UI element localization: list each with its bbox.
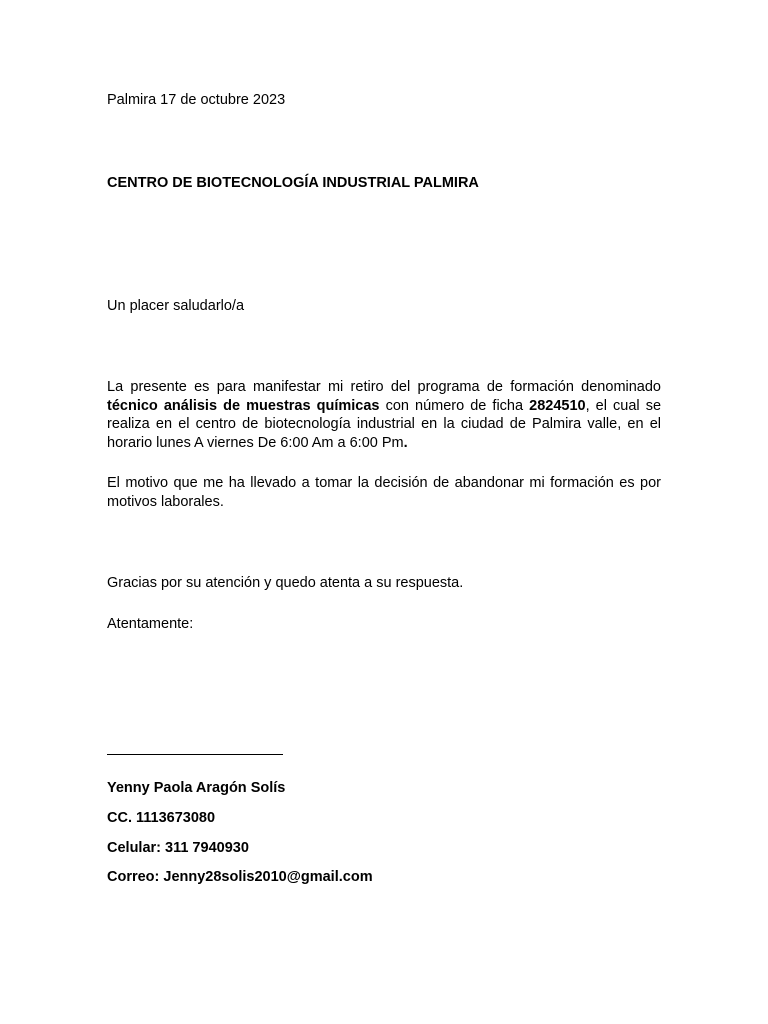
signer-name: Yenny Paola Aragón Solís <box>107 780 286 796</box>
ficha-label: con número de ficha <box>385 397 524 414</box>
schedule-period: . <box>403 434 408 451</box>
greeting: Un placer saludarlo/a <box>107 298 245 314</box>
letter-date: Palmira 17 de octubre 2023 <box>107 92 286 108</box>
closing-line: Atentamente: <box>107 616 194 632</box>
body2-line2: motivos laborales. <box>107 493 224 510</box>
thanks-line: Gracias por su atención y quedo atenta a su respuesta. <box>107 575 464 591</box>
signer-id: CC. 1113673080 <box>107 810 216 826</box>
body-paragraph-1 <box>107 378 661 452</box>
body-paragraph-2 <box>107 474 661 511</box>
signature-line <box>107 754 283 755</box>
body1-line1: La presente es para manifestar mi retiro del programa de formación denominado <box>107 379 661 395</box>
ficha-number: 2824510 <box>529 397 586 414</box>
program-name: técnico análisis de muestras químicas <box>107 397 380 414</box>
signer-email: Correo: Jenny28solis2010@gmail.com <box>107 869 373 885</box>
ficha-suffix: , el cual se <box>585 397 662 414</box>
body1-line2 <box>107 397 661 416</box>
recipient-heading: CENTRO DE BIOTECNOLOGÍA INDUSTRIAL PALMIRA <box>107 175 479 191</box>
signer-phone: Celular: 311 7940930 <box>107 840 249 856</box>
body2-line1: El motivo que me ha llevado a tomar la decisión de abandonar mi formación es por <box>107 475 661 491</box>
schedule-text: horario lunes A viernes De 6:00 Am a 6:00 Pm <box>107 434 404 451</box>
body1-line3: realiza en el centro de biotecnología industrial en la ciudad de Palmira valle, en el <box>107 416 661 432</box>
body1-line4 <box>107 434 661 453</box>
